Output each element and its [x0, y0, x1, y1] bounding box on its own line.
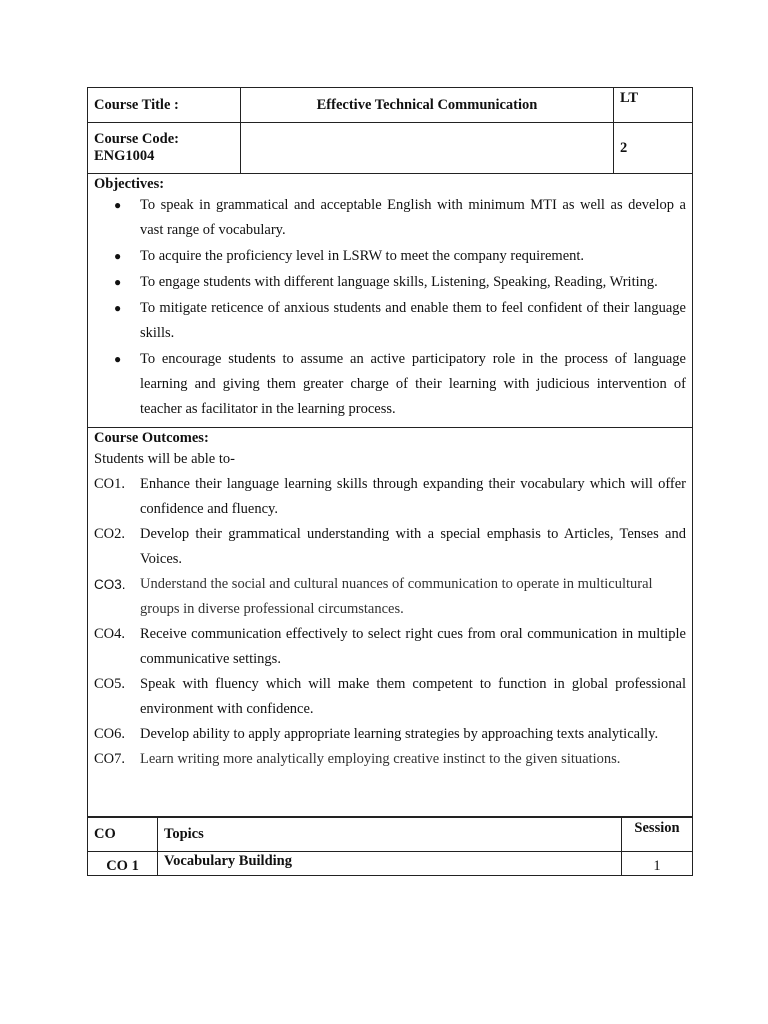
objective-item [114, 347, 686, 422]
objective-item [114, 193, 686, 243]
course-code-label-line1: Course Code: [94, 131, 179, 147]
outcomes-intro: Students will be able to- [94, 451, 235, 467]
course-title-value-cell [241, 88, 614, 122]
outcome-text: Speak with fluency which will make them competent to function in global professional environment with confidence. [140, 676, 686, 717]
outcome-item [94, 722, 686, 747]
objective-item [114, 244, 686, 269]
row-co: CO 1 [88, 852, 158, 876]
objective-text: To encourage students to assume an active participatory role in the process of language learning and giving them greater charge of their learning with judicious intervention of teacher as facilitator in the learning process. [140, 351, 686, 417]
course-code-label-line2: ENG1004 [94, 148, 155, 164]
outcome-number: CO3. [94, 577, 126, 592]
objective-text: To speak in grammatical and acceptable English with minimum MTI as well as develop a vast range of vocabulary. [140, 197, 686, 238]
objective-item [114, 296, 686, 346]
topics-header-row [88, 818, 693, 852]
outcome-number: CO1. [94, 476, 126, 492]
header-topics: Topics [158, 818, 622, 852]
outcome-item [94, 622, 686, 672]
outcomes-section [87, 428, 693, 817]
outcomes-heading: Course Outcomes: [94, 430, 209, 446]
course-title-value: Effective Technical Communication [316, 96, 538, 113]
outcome-text: Receive communication effectively to select right cues from oral communication in multiple communicative settings. [140, 626, 686, 667]
outcome-text: Enhance their language learning skills through expanding their vocabulary which will offer confidence and fluency. [140, 476, 686, 517]
lt-label: LT [620, 90, 639, 106]
course-code-row [87, 123, 693, 174]
outcome-text: Develop their grammatical understanding with a special emphasis to Articles, Tenses and Voices. [140, 526, 686, 567]
course-code-value [247, 123, 607, 173]
course-title-label-cell [88, 88, 241, 122]
table-row [88, 852, 693, 876]
bullet-icon: ● [114, 301, 122, 315]
bullet-icon: ● [114, 275, 122, 289]
objectives-section [87, 174, 693, 428]
outcome-text: Develop ability to apply appropriate learning strategies by approaching texts analytically. [140, 726, 659, 742]
outcome-number: CO7. [94, 751, 126, 767]
topics-table [87, 817, 693, 876]
header-co: CO [88, 818, 158, 852]
outcome-item [94, 672, 686, 722]
bullet-icon: ● [114, 249, 122, 263]
course-code-value-cell [241, 123, 614, 173]
objectives-heading: Objectives: [94, 176, 165, 192]
outcome-item [94, 522, 686, 572]
lt-cell [614, 88, 692, 122]
bullet-icon: ● [114, 352, 122, 366]
credits-value: 2 [620, 139, 628, 156]
row-session: 1 [622, 852, 693, 876]
course-title-label: Course Title : [94, 96, 179, 113]
outcome-item [94, 572, 686, 622]
objective-text: To engage students with different language skills, Listening, Speaking, Reading, Writing. [140, 274, 658, 290]
outcome-number: CO4. [94, 626, 126, 642]
course-code-label [94, 123, 234, 165]
outcome-text: Understand the social and cultural nuances of communication to operate in multicultural groups in diverse professional circumstances. [140, 576, 653, 617]
outcome-number: CO5. [94, 676, 126, 692]
course-code-label-cell [88, 123, 241, 173]
row-topic: Vocabulary Building [158, 852, 622, 876]
objective-text: To acquire the proficiency level in LSRW to meet the company requirement. [140, 248, 585, 264]
outcome-number: CO2. [94, 526, 126, 542]
outcome-item [94, 747, 686, 772]
objective-item [114, 270, 686, 295]
course-title-row [87, 87, 693, 123]
objective-text: To mitigate reticence of anxious students and enable them to feel confident of their language skills. [140, 300, 686, 341]
outcome-item [94, 472, 686, 522]
syllabus-page [87, 87, 693, 876]
bullet-icon: ● [114, 198, 122, 212]
outcome-text: Learn writing more analytically employing creative instinct to the given situations. [140, 751, 621, 767]
outcomes-spacer [94, 772, 686, 816]
objectives-list [94, 193, 686, 422]
outcome-number: CO6. [94, 726, 126, 742]
credits-cell [614, 123, 692, 173]
header-session: Session [622, 818, 693, 852]
